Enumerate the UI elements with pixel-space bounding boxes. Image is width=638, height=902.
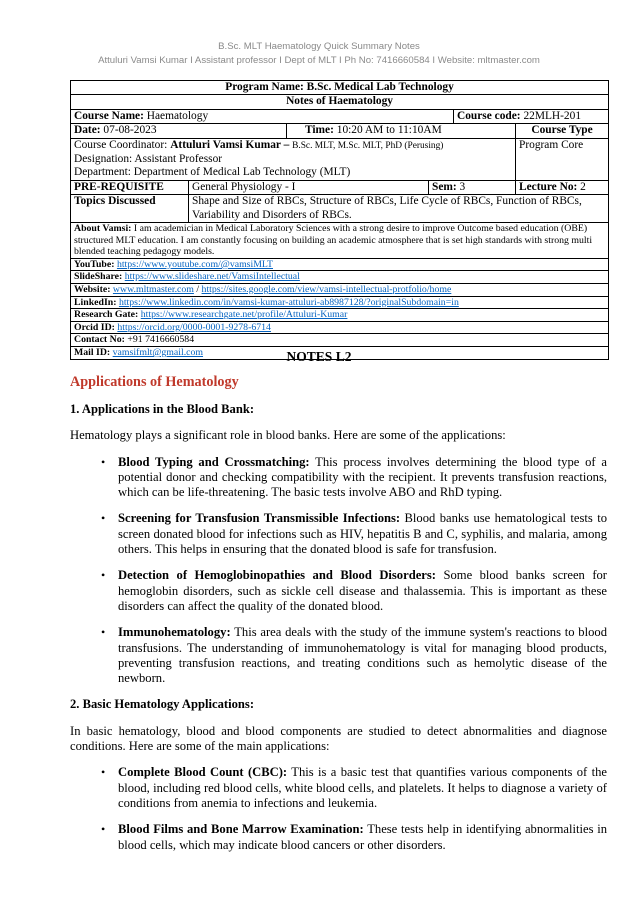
list-item: • Immunohematology: This area deals with the study of the immune system's reactions to blood transfusions. The understanding of immunohematology is vital for managing blood products, preventing transfusion reactions, and treating conditions such as hemolytic disease of the newborn. <box>101 625 607 686</box>
topics-label: Topics Discussed <box>71 195 189 223</box>
section-2-list <box>70 765 607 852</box>
bullet-icon: • <box>101 568 106 583</box>
topics-value: Shape and Size of RBCs, Structure of RBCs, Life Cycle of RBCs, Function of RBCs, Variability and Disorders of RBCs. <box>189 195 609 223</box>
researchgate-link[interactable]: https://www.researchgate.net/profile/Attuluri-Kumar <box>140 309 348 321</box>
researchgate-row: Research Gate: https://www.researchgate.net/profile/Attuluri-Kumar <box>71 309 609 322</box>
list-item: • Blood Typing and Crossmatching: This process involves determining the blood type of a potential donor and checking compatibility with the recipient. It prevents transfusion reactions, which can be life-threatening. The basic tests involve ABO and RhD typing. <box>101 454 607 500</box>
section-1-intro: Hematology plays a significant role in blood banks. Here are some of the applications: <box>70 428 506 443</box>
date: 07-08-2023 <box>100 124 157 137</box>
header-line-2: Attuluri Vamsi Kumar I Assistant professor I Dept of MLT I Ph No: 7416660584 I Website: mltmaster.com <box>98 55 540 66</box>
section-1-list <box>70 455 607 687</box>
mail-link[interactable]: vamsifmlt@gmail.com <box>112 347 204 358</box>
youtube-link[interactable]: https://www.youtube.com/@vamsiMLT <box>116 258 273 270</box>
bullet-icon: • <box>101 765 106 780</box>
youtube-row: YouTube: https://www.youtube.com/@vamsiMLT <box>71 258 609 271</box>
page-header <box>0 40 638 68</box>
designation: Designation: Assistant Professor <box>74 153 223 166</box>
course-code: 22MLH-201 <box>520 109 582 122</box>
time-cell: Time: 10:20 AM to 11:10AM <box>287 124 516 138</box>
course-name: Haematology <box>143 109 209 122</box>
linkedin-link[interactable]: https://www.linkedin.com/in/vamsi-kumar-attuluri-ab8987128/?originalSubdomain=in <box>118 296 459 308</box>
bullet-icon: • <box>101 625 106 640</box>
contact-row: Contact No: +91 7416660584 <box>71 334 609 347</box>
orcid-link[interactable]: https://orcid.org/0000-0001-9278-6714 <box>117 321 271 333</box>
section-1-title: 1. Applications in the Blood Bank: <box>70 402 255 416</box>
section-2-intro: In basic hematology, blood and blood components are studied to detect abnormalities and diagnose conditions. Here are some of the main applications: <box>70 723 607 754</box>
list-item: • Complete Blood Count (CBC): This is a basic test that quantifies various components of the blood, including red blood cells, white blood cells, and platelets. It helps to diagnose a variety of conditions from anemia to infections and leukemia. <box>101 765 607 810</box>
course-name-cell: Course Name: Haematology <box>71 109 454 123</box>
website-row: Website: www.mltmaster.com / https://sites.google.com/view/vamsi-intellectual-protfolio/home <box>71 284 609 297</box>
section-2-title: 2. Basic Hematology Applications: <box>70 697 255 712</box>
time: 10:20 AM to 11:10AM <box>333 124 442 137</box>
date-cell: Date: 07-08-2023 <box>71 124 287 138</box>
department: Department: Department of Medical Lab Technology (MLT) <box>74 166 351 179</box>
bullet-icon: • <box>101 511 106 526</box>
portfolio-link[interactable]: https://sites.google.com/view/vamsi-intellectual-protfolio/home <box>201 284 452 296</box>
course-info-table <box>70 80 609 360</box>
about-cell: About Vamsi: I am academician in Medical Laboratory Sciences with a strong desire to improve Outcome based education (OBE) structured MLT education. I am constantly focusing on building an academic atmosphere that is set high standards with strong multi blended teaching pedagogy models. <box>71 223 609 259</box>
course-type-value: Program Core <box>516 138 609 180</box>
slideshare-row: SlideShare: https://www.slideshare.net/VamsiIntellectual <box>71 271 609 284</box>
notes-of: Notes of Haematology <box>71 95 609 109</box>
program-name: Program Name: B.Sc. Medical Lab Technology <box>71 81 609 95</box>
list-item: • Blood Films and Bone Marrow Examination: These tests help in identifying abnormalities in blood cells, which may indicate blood cancers or other disorders. <box>101 822 607 852</box>
course-type-label: Course Type <box>516 124 609 138</box>
mail-row: Mail ID: vamsifmlt@gmail.com <box>71 347 609 360</box>
sem-cell: Sem: 3 <box>429 180 516 194</box>
prereq-label: PRE-REQUISITE <box>71 180 189 194</box>
coordinator-name: Attuluri Vamsi Kumar – <box>170 138 293 151</box>
linkedin-row: LinkedIn: https://www.linkedin.com/in/vamsi-kumar-attuluri-ab8987128/?originalSubdomain=in <box>71 296 609 309</box>
coordinator-cell: Course Coordinator: Attuluri Vamsi Kumar – B.Sc. MLT, M.Sc. MLT, PhD (Perusing) Designation: Assistant Professor Department: Department of Medical Lab Technology (MLT) <box>71 138 516 180</box>
about-text: I am academician in Medical Laboratory Sciences with a strong desire to improve Outcome based education (OBE) structured MLT education. I am constantly focusing on building an academic atmosphere that is set high standards with strong multi blended teaching pedagogy models. <box>74 223 593 258</box>
bullet-icon: • <box>101 454 106 469</box>
notes-content <box>70 374 607 853</box>
orcid-row: Orcid ID: https://orcid.org/0000-0001-9278-6714 <box>71 321 609 334</box>
header-line-1: B.Sc. MLT Haematology Quick Summary Notes <box>218 41 420 52</box>
notes-title: NOTES L2 <box>286 349 352 364</box>
contact-number: +91 7416660584 <box>124 334 195 346</box>
slideshare-link[interactable]: https://www.slideshare.net/VamsiIntellectual <box>124 271 300 283</box>
lecture-cell: Lecture No: 2 <box>516 180 609 194</box>
website-link[interactable]: www.mltmaster.com <box>112 284 194 296</box>
list-item: • Detection of Hemoglobinopathies and Blood Disorders: Some blood banks screen for hemoglobin disorders, such as sickle cell disease and thalassemia. This is important as these disorders can affect the quality of the donated blood. <box>101 568 607 613</box>
section-heading: Applications of Hematology <box>70 374 239 390</box>
prereq-value: General Physiology - I <box>189 180 429 194</box>
course-code-cell: Course code: 22MLH-201 <box>454 109 609 123</box>
list-item: • Screening for Transfusion Transmissible Infections: Blood banks use hematological tests to screen donated blood for infections such as HIV, hepatitis B and C, syphilis, and malaria, among others. This helps in ensuring that the donated blood is safe for transfusion. <box>101 511 608 557</box>
bullet-icon: • <box>101 822 106 837</box>
